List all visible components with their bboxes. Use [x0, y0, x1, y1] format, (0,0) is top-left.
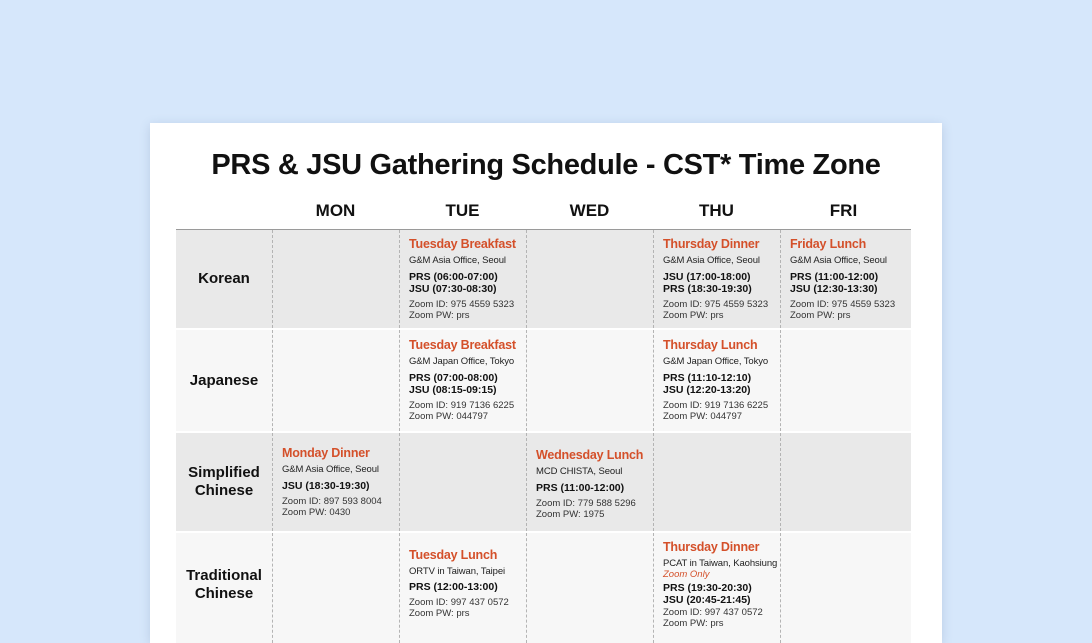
zoom-id: Zoom ID: 975 4559 5323 — [790, 299, 896, 310]
event-card — [409, 547, 522, 619]
event-location: ORTV in Taiwan, Taipei — [409, 566, 506, 577]
cell-japanese-thu — [653, 330, 780, 431]
day-header-mon: MON — [315, 201, 356, 220]
event-location: G&M Asia Office, Seoul — [790, 255, 887, 266]
cell-traditional-chinese-tue — [399, 533, 526, 643]
event-time: JSU (12:20-13:20) — [663, 384, 751, 396]
cell-traditional-chinese-thu — [653, 533, 780, 643]
zoom-pw: Zoom PW: 044797 — [663, 411, 743, 422]
zoom-pw: Zoom PW: prs — [790, 310, 851, 321]
row-simplified-chinese — [176, 433, 911, 531]
zoom-pw: Zoom PW: prs — [409, 608, 470, 619]
event-name: Tuesday Lunch — [409, 548, 498, 562]
zoom-id: Zoom ID: 919 7136 6225 — [663, 400, 769, 411]
event-time: PRS (12:00-13:00) — [409, 581, 498, 593]
zoom-pw: Zoom PW: 044797 — [409, 411, 489, 422]
day-header-row — [150, 201, 942, 223]
event-location: G&M Japan Office, Tokyo — [663, 356, 769, 367]
event-name: Monday Dinner — [282, 446, 370, 460]
zoom-pw: Zoom PW: prs — [409, 310, 470, 321]
zoom-pw: Zoom PW: prs — [663, 310, 724, 321]
event-card — [790, 236, 907, 321]
schedule-grid — [176, 229, 911, 643]
event-card — [663, 539, 776, 629]
event-location: G&M Asia Office, Seoul — [663, 255, 760, 266]
day-header-tue: TUE — [445, 201, 480, 220]
event-time: JSU (18:30-19:30) — [282, 480, 370, 492]
zoom-pw: Zoom PW: 1975 — [536, 509, 605, 520]
event-card — [282, 445, 395, 518]
event-time: JSU (08:15-09:15) — [409, 384, 497, 396]
event-time: PRS (11:00-12:00) — [790, 271, 879, 283]
language-label: Traditional Chinese — [186, 567, 262, 602]
event-time: JSU (17:00-18:00) — [663, 271, 751, 283]
event-location: G&M Asia Office, Seoul — [282, 464, 379, 475]
event-name: Wednesday Lunch — [536, 448, 644, 462]
event-time: JSU (20:45-21:45) — [663, 594, 751, 606]
cell-simplified-chinese-wed — [526, 433, 653, 531]
event-note: Zoom Only — [663, 569, 710, 580]
page-title: PRS & JSU Gathering Schedule - CST* Time Zone — [211, 149, 881, 181]
cell-korean-fri — [780, 230, 911, 328]
event-time: PRS (19:30-20:30) — [663, 582, 752, 594]
event-location: PCAT in Taiwan, Kaohsiung — [663, 558, 778, 569]
event-card — [663, 236, 776, 321]
language-label: Simplified Chinese — [188, 464, 260, 499]
event-location: MCD CHISTA, Seoul — [536, 466, 623, 477]
zoom-id: Zoom ID: 779 588 5296 — [536, 498, 636, 509]
zoom-id: Zoom ID: 975 4559 5323 — [409, 299, 515, 310]
event-name: Tuesday Breakfast — [409, 338, 516, 352]
zoom-id: Zoom ID: 997 437 0572 — [409, 597, 509, 608]
event-time: PRS (11:00-12:00) — [536, 482, 625, 494]
event-location: G&M Asia Office, Seoul — [409, 255, 506, 266]
language-label: Korean — [198, 270, 250, 287]
zoom-id: Zoom ID: 997 437 0572 — [663, 607, 763, 618]
zoom-id: Zoom ID: 897 593 8004 — [282, 496, 382, 507]
cell-japanese-tue — [399, 330, 526, 431]
cell-korean-thu — [653, 230, 780, 328]
zoom-id: Zoom ID: 919 7136 6225 — [409, 400, 515, 411]
day-header-thu: THU — [699, 201, 734, 220]
event-time: JSU (07:30-08:30) — [409, 283, 497, 295]
row-korean — [176, 230, 911, 328]
zoom-pw: Zoom PW: prs — [663, 618, 724, 629]
event-time: PRS (11:10-12:10) — [663, 372, 752, 384]
zoom-id: Zoom ID: 975 4559 5323 — [663, 299, 769, 310]
event-time: JSU (12:30-13:30) — [790, 283, 878, 295]
event-time: PRS (18:30-19:30) — [663, 283, 752, 295]
event-time: PRS (07:00-08:00) — [409, 372, 498, 384]
event-card — [409, 337, 522, 422]
event-name: Tuesday Breakfast — [409, 237, 516, 251]
event-name: Friday Lunch — [790, 237, 867, 251]
cell-simplified-chinese-mon — [272, 433, 399, 531]
schedule-sheet — [150, 123, 942, 643]
event-time: PRS (06:00-07:00) — [409, 271, 498, 283]
event-name: Thursday Lunch — [663, 338, 758, 352]
row-japanese — [176, 330, 911, 431]
event-card — [409, 236, 522, 321]
event-location: G&M Japan Office, Tokyo — [409, 356, 515, 367]
language-label: Japanese — [189, 371, 259, 389]
day-header-fri: FRI — [829, 201, 858, 220]
event-name: Thursday Dinner — [663, 540, 760, 554]
event-name: Thursday Dinner — [663, 237, 760, 251]
row-traditional-chinese — [176, 533, 911, 643]
event-card — [663, 337, 776, 422]
day-header-wed: WED — [569, 201, 610, 220]
event-card — [536, 447, 649, 520]
cell-korean-tue — [399, 230, 526, 328]
zoom-pw: Zoom PW: 0430 — [282, 507, 351, 518]
